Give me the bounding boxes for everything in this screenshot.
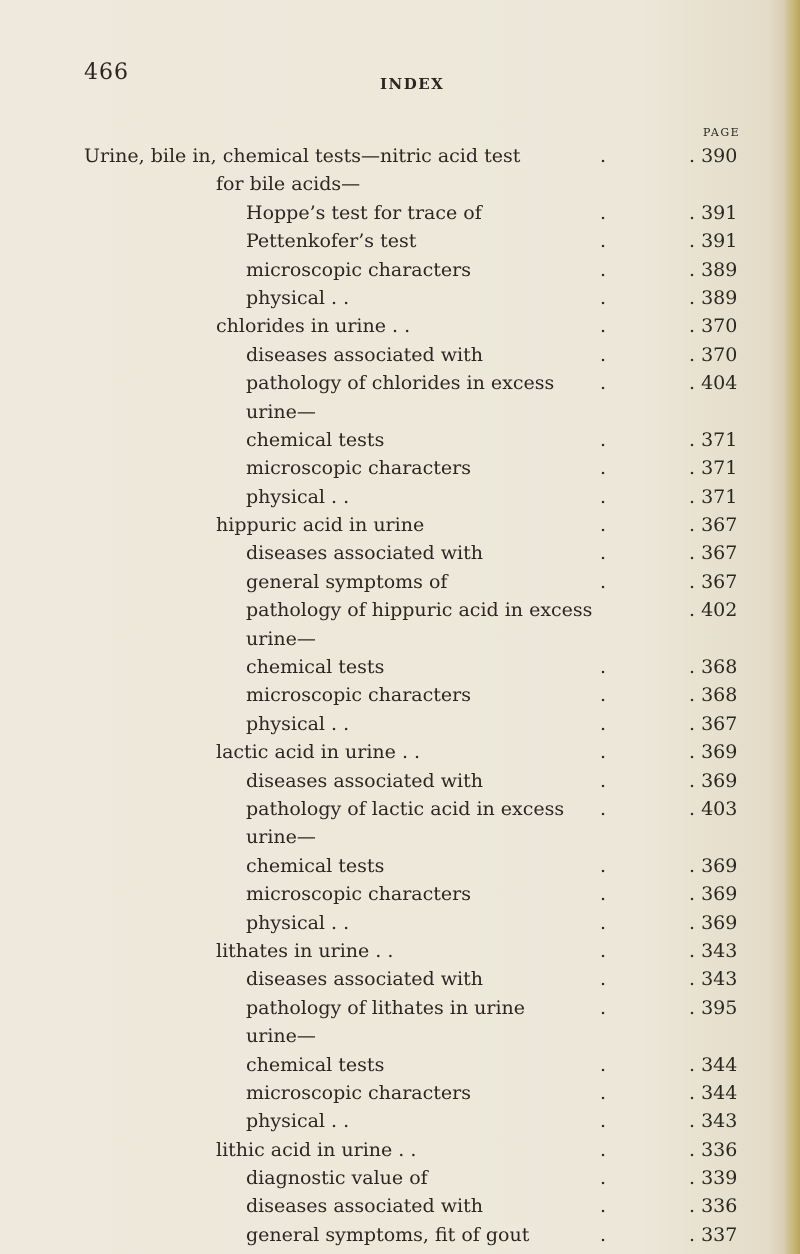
index-entry bbox=[0, 880, 800, 908]
entry-leader-dots: . bbox=[600, 684, 607, 707]
entry-page-number: . 370 bbox=[689, 315, 738, 338]
index-entry bbox=[0, 653, 800, 681]
entry-text: pathology of chlorides in excess bbox=[246, 372, 555, 395]
entry-text: chlorides in urine . . bbox=[216, 315, 411, 338]
index-entry bbox=[0, 909, 800, 937]
entry-text: Urine, bile in, chemical tests—nitric acid test bbox=[84, 145, 521, 167]
entry-text: physical . . bbox=[246, 1110, 350, 1133]
entry-page-number: . 389 bbox=[689, 258, 738, 281]
entry-text: chemical tests bbox=[246, 1053, 385, 1076]
entry-leader-dots: . bbox=[600, 769, 607, 792]
entry-leader-dots: . bbox=[600, 258, 607, 281]
index-entry bbox=[0, 539, 800, 567]
entry-text: general symptoms of bbox=[246, 570, 448, 593]
entry-text: microscopic characters bbox=[246, 684, 471, 707]
index-entry bbox=[0, 1136, 800, 1164]
entry-page-number: . 337 bbox=[689, 1223, 738, 1246]
index-entry bbox=[0, 1051, 800, 1079]
index-entry bbox=[0, 341, 800, 369]
index-entry bbox=[0, 454, 800, 482]
entry-text: chemical tests bbox=[246, 656, 385, 679]
index-entry bbox=[0, 256, 800, 284]
entry-page-number: . 367 bbox=[689, 514, 738, 537]
index-entry bbox=[0, 1022, 800, 1050]
entry-text: lithates in urine . . bbox=[216, 939, 394, 962]
running-header: INDEX bbox=[380, 75, 445, 93]
page-column-label: PAGE bbox=[703, 126, 741, 139]
index-entry bbox=[0, 426, 800, 454]
entry-page-number: . 371 bbox=[689, 485, 738, 508]
entry-leader-dots: . bbox=[600, 797, 607, 820]
entry-leader-dots: . bbox=[600, 1195, 607, 1218]
entry-leader-dots: . bbox=[600, 712, 607, 735]
index-entry bbox=[0, 1221, 800, 1249]
entry-leader-dots: . bbox=[600, 1081, 607, 1104]
entry-leader-dots: . bbox=[600, 1167, 607, 1190]
entry-text: diseases associated with bbox=[246, 343, 483, 366]
entry-text: diseases associated with bbox=[246, 542, 483, 565]
entry-page-number: . 371 bbox=[689, 428, 738, 451]
index-entry bbox=[0, 511, 800, 539]
index-entry bbox=[0, 994, 800, 1022]
entry-leader-dots: . bbox=[600, 1223, 607, 1246]
entry-leader-dots: . bbox=[600, 883, 607, 906]
entry-leader-dots: . bbox=[600, 968, 607, 991]
entry-page-number: . 389 bbox=[689, 286, 738, 309]
entry-page-number: . 369 bbox=[689, 769, 738, 792]
entry-page-number: . 371 bbox=[689, 457, 738, 480]
entry-page-number: . 368 bbox=[689, 656, 738, 679]
index-entry bbox=[0, 738, 800, 766]
index-entry bbox=[0, 710, 800, 738]
entry-text: for bile acids— bbox=[216, 173, 361, 196]
entry-page-number: . 336 bbox=[689, 1138, 738, 1161]
entry-page-number: . 368 bbox=[689, 684, 738, 707]
entry-text: microscopic characters bbox=[246, 258, 471, 281]
index-entry bbox=[0, 483, 800, 511]
entry-leader-dots: . bbox=[600, 1110, 607, 1133]
page-number: 466 bbox=[84, 60, 129, 85]
index-entry bbox=[0, 284, 800, 312]
entry-text: pathology of hippuric acid in excess bbox=[246, 599, 593, 622]
entry-page-number: . 391 bbox=[689, 230, 738, 253]
entry-leader-dots: . bbox=[600, 741, 607, 764]
index-entry bbox=[0, 681, 800, 709]
entry-leader-dots: . bbox=[600, 286, 607, 309]
index-entry bbox=[0, 823, 800, 851]
entry-leader-dots: . bbox=[600, 570, 607, 593]
index-entry bbox=[0, 199, 800, 227]
entry-page-number: . 369 bbox=[689, 741, 738, 764]
entry-text: physical . . bbox=[246, 286, 350, 309]
entry-text: lithic acid in urine . . bbox=[216, 1138, 417, 1161]
entry-leader-dots: . bbox=[600, 996, 607, 1019]
entry-leader-dots: . bbox=[600, 201, 607, 224]
entry-text: urine— bbox=[246, 1025, 316, 1048]
entry-text: chemical tests bbox=[246, 428, 385, 451]
entry-page-number: . 367 bbox=[689, 542, 738, 565]
index-entry bbox=[0, 965, 800, 993]
entry-text: microscopic characters bbox=[246, 1081, 471, 1104]
entry-leader-dots: . bbox=[600, 1053, 607, 1076]
index-entry bbox=[0, 852, 800, 880]
index-entry bbox=[0, 767, 800, 795]
entry-text: urine— bbox=[246, 627, 316, 650]
entry-text: pathology of lithates in urine bbox=[246, 996, 526, 1019]
entry-text: general symptoms, fit of gout bbox=[246, 1223, 530, 1246]
index-entry bbox=[0, 1079, 800, 1107]
entry-text: hippuric acid in urine bbox=[216, 514, 425, 537]
entry-page-number: . 369 bbox=[689, 854, 738, 877]
entry-leader-dots: . bbox=[600, 457, 607, 480]
entry-page-number: . 343 bbox=[689, 1110, 738, 1133]
entry-page-number: . 369 bbox=[689, 883, 738, 906]
entry-page-number: . 403 bbox=[689, 797, 738, 820]
entry-page-number: . 336 bbox=[689, 1195, 738, 1218]
entry-page-number: . 390 bbox=[689, 145, 738, 167]
index-entries bbox=[0, 142, 800, 1249]
entry-text: Pettenkofer’s test bbox=[246, 230, 417, 253]
index-entry bbox=[0, 596, 800, 624]
entry-leader-dots: . bbox=[600, 145, 607, 167]
entry-leader-dots: . bbox=[600, 854, 607, 877]
index-entry bbox=[0, 795, 800, 823]
entry-text: diseases associated with bbox=[246, 1195, 483, 1218]
index-entry bbox=[0, 937, 800, 965]
entry-leader-dots: . bbox=[600, 372, 607, 395]
index-entry bbox=[0, 625, 800, 653]
entry-leader-dots: . bbox=[600, 911, 607, 934]
entry-leader-dots: . bbox=[600, 230, 607, 253]
entry-page-number: . 402 bbox=[689, 599, 738, 622]
entry-text: urine— bbox=[246, 826, 316, 849]
entry-text: Hoppe’s test for trace of bbox=[246, 201, 482, 224]
index-entry bbox=[0, 398, 800, 426]
entry-leader-dots: . bbox=[600, 542, 607, 565]
entry-text: physical . . bbox=[246, 712, 350, 735]
entry-text: diagnostic value of bbox=[246, 1167, 428, 1190]
entry-text: pathology of lactic acid in excess bbox=[246, 797, 565, 820]
entry-text: diseases associated with bbox=[246, 968, 483, 991]
entry-page-number: . 343 bbox=[689, 939, 738, 962]
entry-text: urine— bbox=[246, 400, 316, 423]
entry-page-number: . 369 bbox=[689, 911, 738, 934]
entry-page-number: . 367 bbox=[689, 712, 738, 735]
entry-leader-dots: . bbox=[600, 514, 607, 537]
entry-page-number: . 404 bbox=[689, 372, 738, 395]
entry-page-number: . 391 bbox=[689, 201, 738, 224]
entry-leader-dots: . bbox=[600, 485, 607, 508]
entry-leader-dots: . bbox=[600, 315, 607, 338]
entry-leader-dots: . bbox=[600, 1138, 607, 1161]
entry-leader-dots: . bbox=[600, 428, 607, 451]
index-entry bbox=[0, 312, 800, 340]
entry-text: physical . . bbox=[246, 485, 350, 508]
entry-page-number: . 395 bbox=[689, 996, 738, 1019]
index-entry bbox=[0, 1164, 800, 1192]
entry-text: microscopic characters bbox=[246, 883, 471, 906]
index-entry bbox=[0, 142, 800, 170]
entry-page-number: . 344 bbox=[689, 1053, 738, 1076]
index-entry bbox=[0, 369, 800, 397]
index-entry bbox=[0, 227, 800, 255]
entry-leader-dots: . bbox=[600, 343, 607, 366]
entry-leader-dots: . bbox=[600, 939, 607, 962]
entry-text: physical . . bbox=[246, 911, 350, 934]
entry-page-number: . 339 bbox=[689, 1167, 738, 1190]
entry-text: lactic acid in urine . . bbox=[216, 741, 421, 764]
entry-text: diseases associated with bbox=[246, 769, 483, 792]
entry-text: microscopic characters bbox=[246, 457, 471, 480]
index-entry bbox=[0, 1192, 800, 1220]
entry-text: chemical tests bbox=[246, 854, 385, 877]
index-entry bbox=[0, 170, 800, 198]
entry-leader-dots: . bbox=[600, 656, 607, 679]
entry-page-number: . 370 bbox=[689, 343, 738, 366]
index-entry bbox=[0, 568, 800, 596]
entry-page-number: . 343 bbox=[689, 968, 738, 991]
entry-page-number: . 367 bbox=[689, 570, 738, 593]
index-entry bbox=[0, 1107, 800, 1135]
entry-page-number: . 344 bbox=[689, 1081, 738, 1104]
